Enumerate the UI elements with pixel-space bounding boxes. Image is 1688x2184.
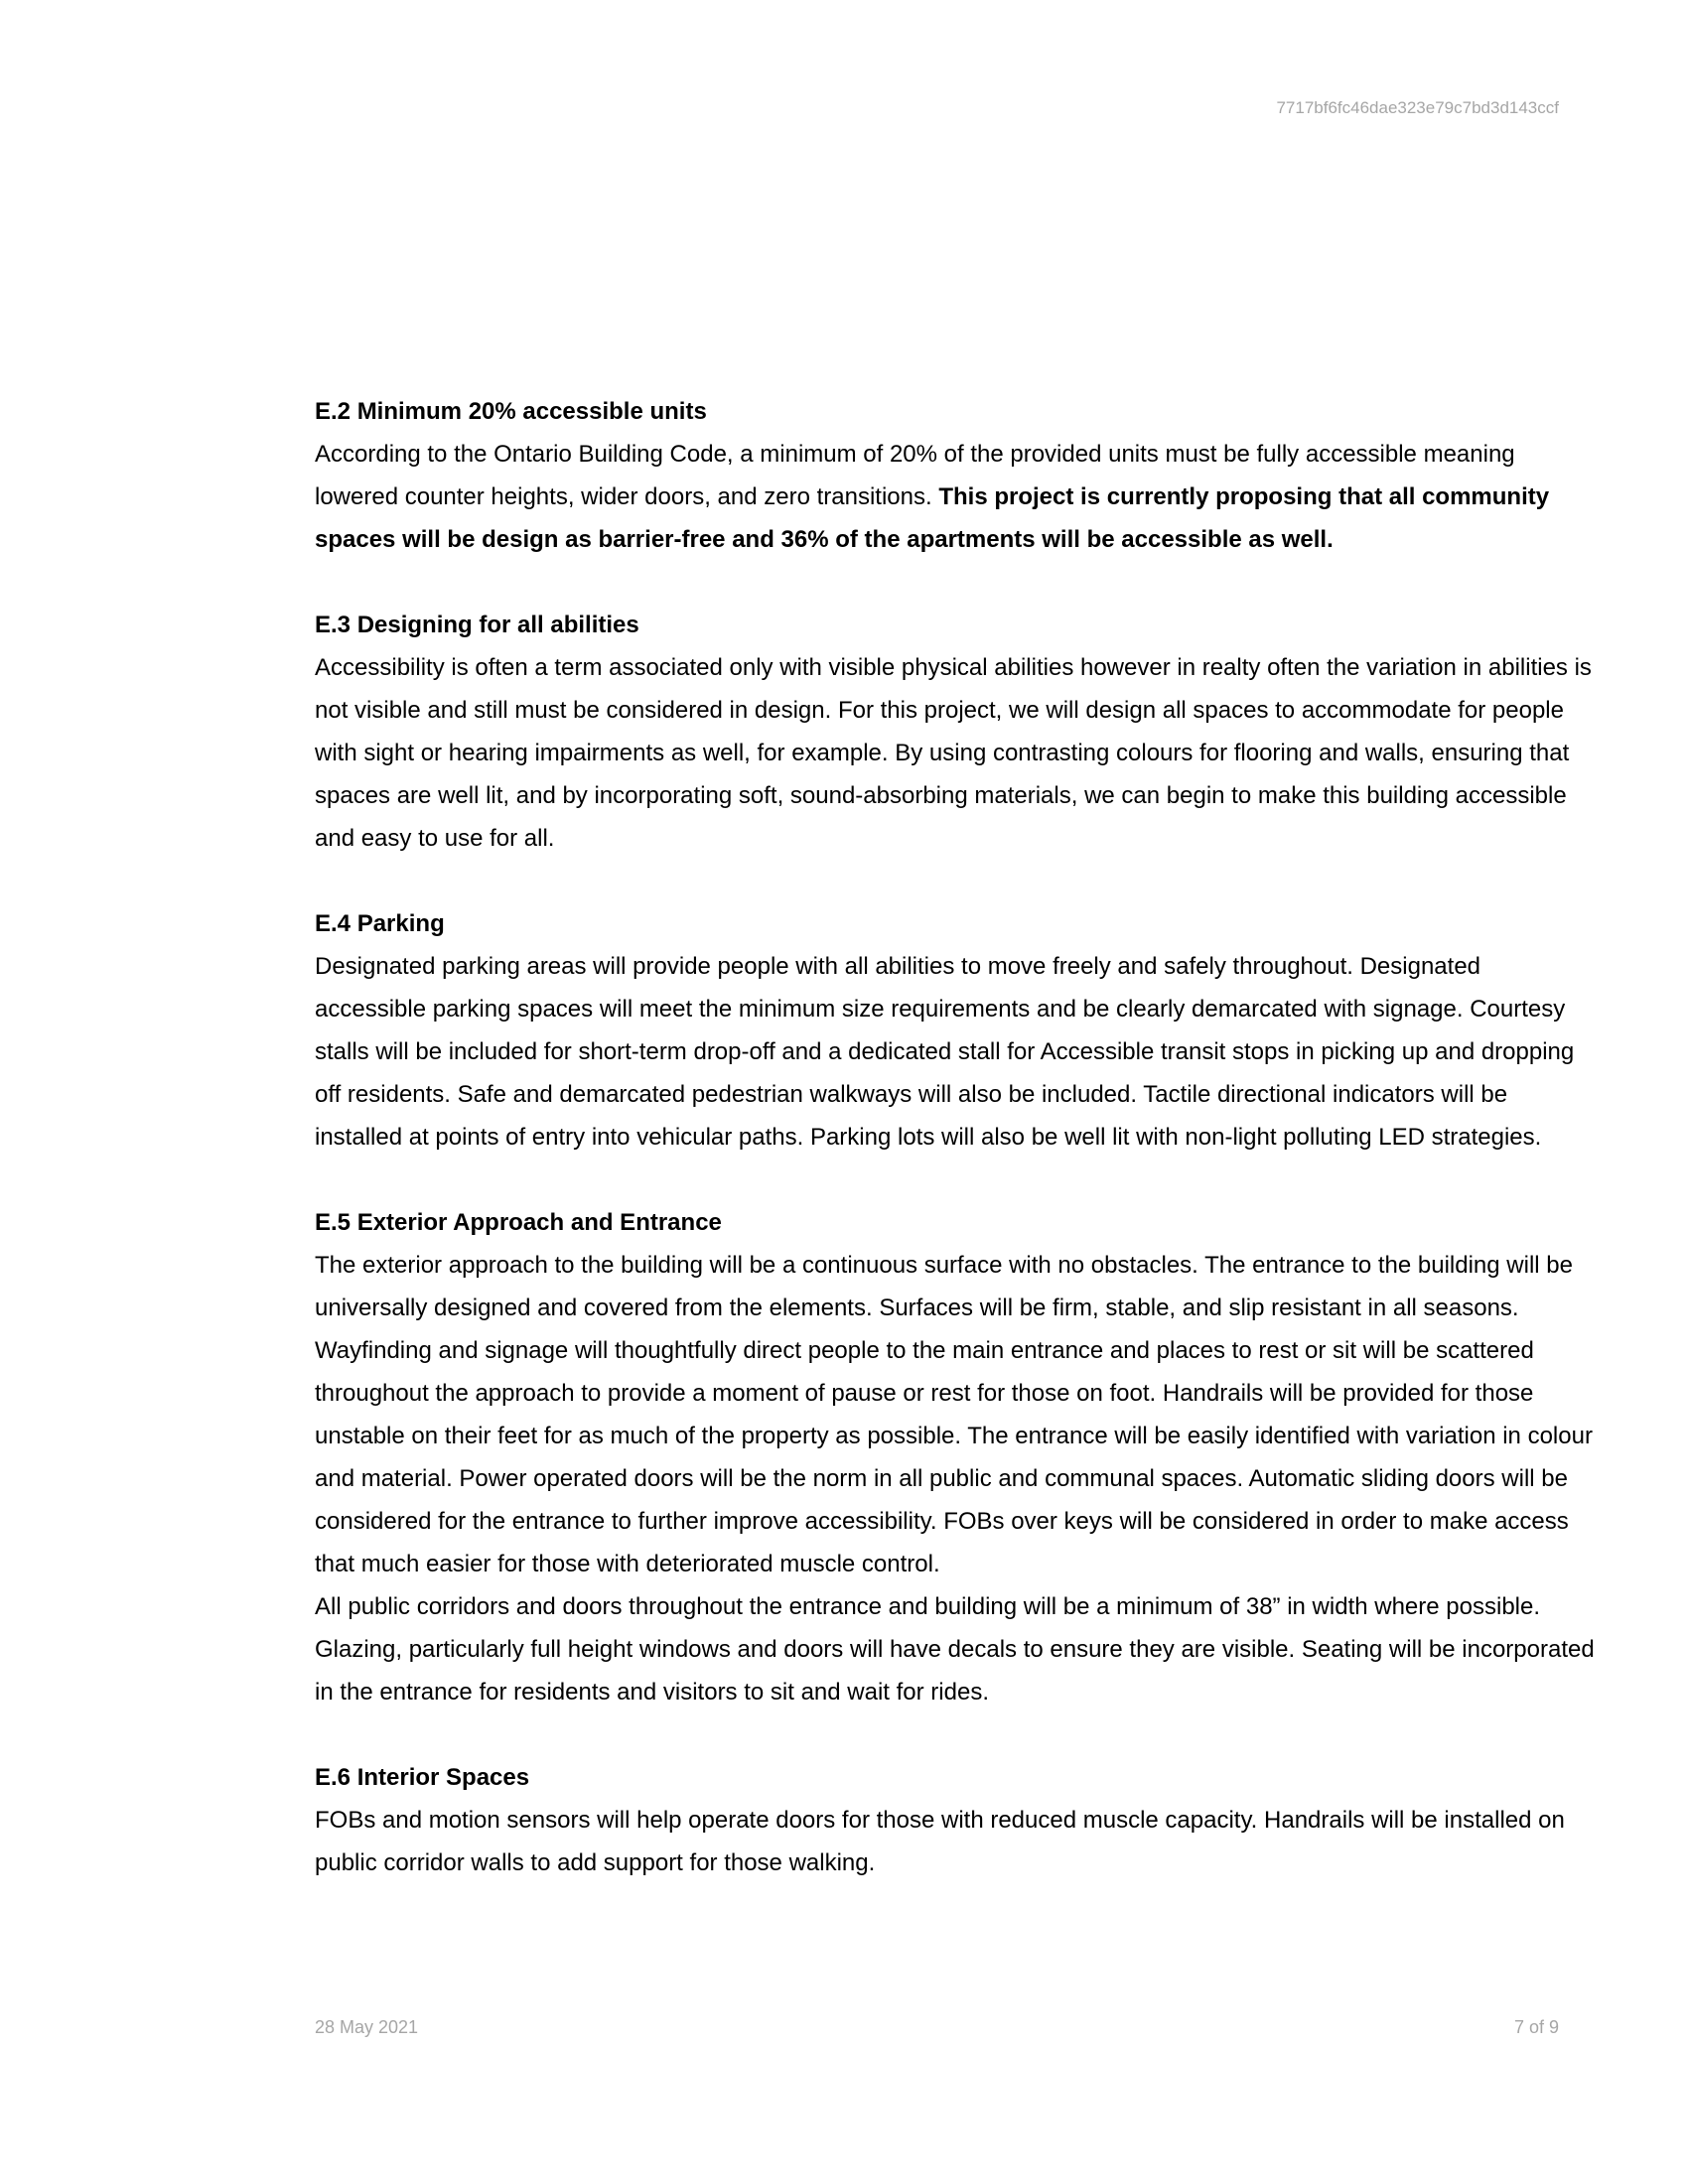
section-paragraph: The exterior approach to the building will be a continuous surface with no obstacles. The entrance to the building will be universally designed and covered from the elements. Surfaces will be firm, stable, and slip resistant in all seasons. Wayfinding and signage will thoughtfully direct people to the main entrance and places to rest or sit will be scattered throughout the approach to provide a moment of pause or rest for those on foot. Handrails will be provided for those unstable on their feet for as much of the property as possible. The entrance will be easily identified with variation in colour and material. Power operated doors will be the norm in all public and communal spaces. Automatic sliding doors will be considered for the entrance to further improve accessibility. FOBs over keys will be considered in order to make access that much easier for those with deteriorated muscle control. [315,1252,1593,1577]
section-paragraph-2: All public corridors and doors throughout the entrance and building will be a minimum of 38” in width where possible. Glazing, particularly full height windows and doors will have decals to ensure they are visible. Seating will be incorporated in the entrance for residents and visitors to sit and wait for rides. [315,1593,1595,1706]
section-e3 [315,604,1596,860]
section-e2 [315,390,1596,561]
paragraph-text: According to the Ontario Building Code, a minimum of 20% of the provided units must be fully accessible meaning lowered counter heights, wider doors, and zero transitions. [315,441,1515,510]
section-heading: E.2 Minimum 20% accessible units [315,398,707,425]
section-heading: E.6 Interior Spaces [315,1764,530,1791]
section-e5 [315,1201,1596,1713]
footer-date: 28 May 2021 [315,2017,419,2037]
section-paragraph: FOBs and motion sensors will help operate doors for those with reduced muscle capacity. Handrails will be installed on public corridor walls to add support for those walking. [315,1807,1565,1876]
section-paragraph [315,433,1596,561]
paragraph-bold-text: This project is currently proposing that all community spaces will be design as barrier-free and 36% of the apartments will be accessible as well. [315,483,1550,553]
document-id: 7717bf6fc46dae323e79c7bd3d143ccf [1276,98,1559,117]
footer-page-number: 7 of 9 [1513,2017,1559,2037]
section-paragraph: Accessibility is often a term associated only with visible physical abilities however in realty often the variation in abilities is not visible and still must be considered in design. For this project, we will design all spaces to accommodate for people with sight or hearing impairments as well, for example. By using contrasting colours for flooring and walls, ensuring that spaces are well lit, and by incorporating soft, sound-absorbing materials, we can begin to make this building accessible and easy to use for all. [315,654,1592,852]
page-content [315,390,1596,1927]
section-heading: E.4 Parking [315,910,445,937]
section-heading: E.3 Designing for all abilities [315,612,639,638]
section-heading: E.5 Exterior Approach and Entrance [315,1209,722,1236]
section-paragraph: Designated parking areas will provide people with all abilities to move freely and safely throughout. Designated accessible parking spaces will meet the minimum size requirements and be clearly demarcated with signage. Courtesy stalls will be included for short-term drop-off and a dedicated stall for Accessible transit stops in picking up and dropping off residents. Safe and demarcated pedestrian walkways will also be included. Tactile directional indicators will be installed at points of entry into vehicular paths. Parking lots will also be well lit with non-light polluting LED strategies. [315,953,1575,1151]
section-e4 [315,902,1596,1159]
section-e6 [315,1756,1596,1884]
